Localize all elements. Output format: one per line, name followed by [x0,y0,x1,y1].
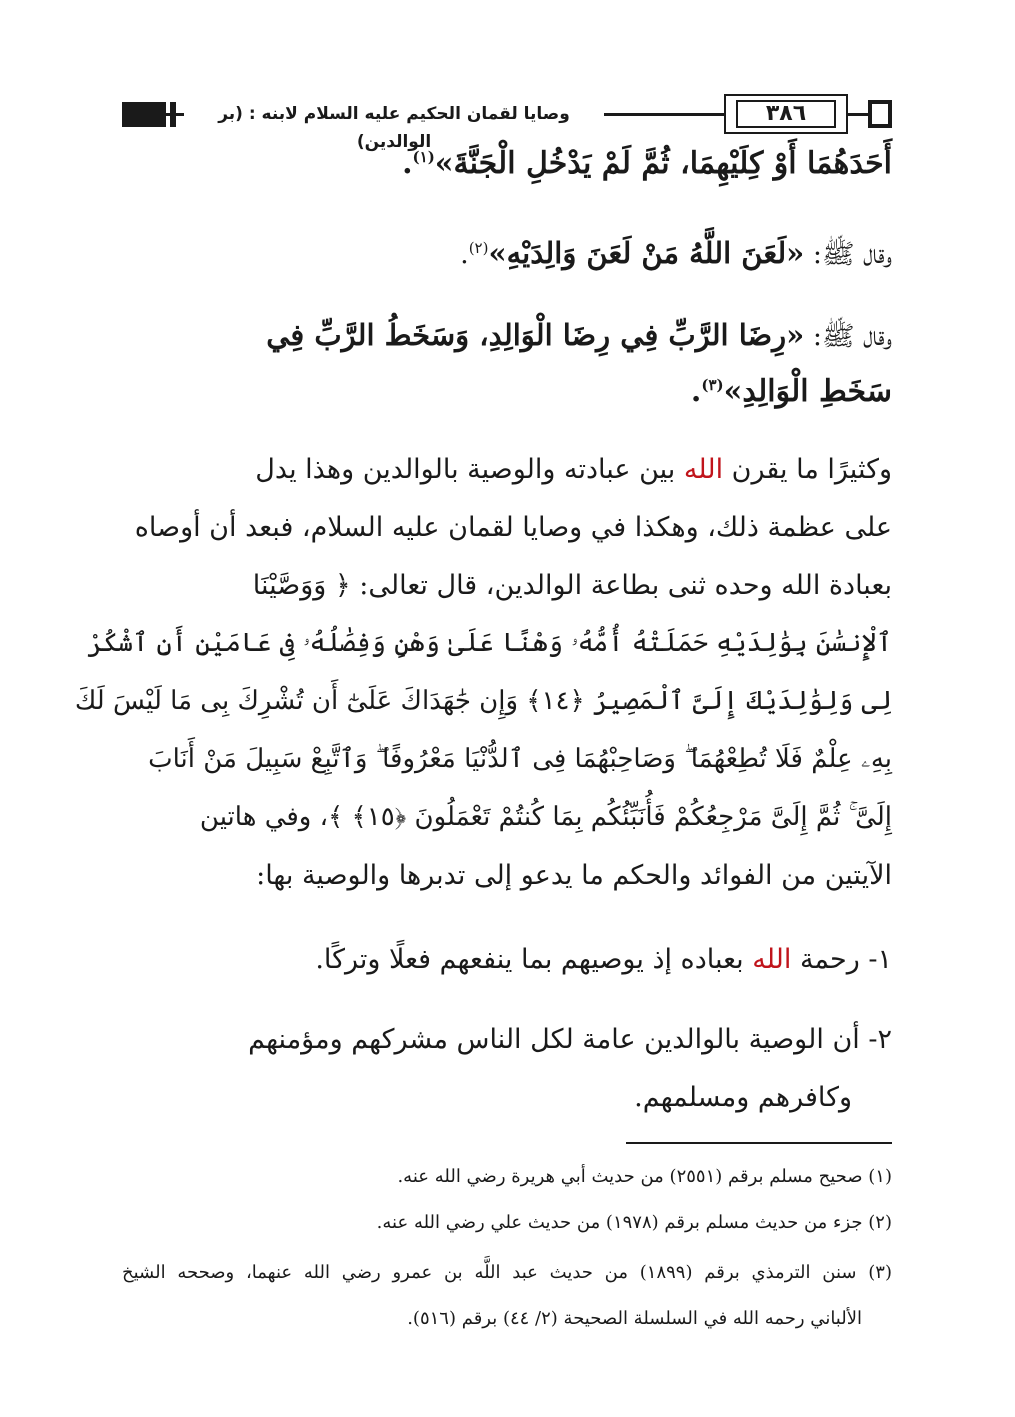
header-ornament-block [122,102,166,127]
list-item-1 [122,944,892,988]
page-header [122,92,892,152]
text-run: وكثيرًا ما يقرن [723,454,892,485]
quran-line-1: ٱلْإِنسَٰنَ بِوَٰلِدَيْهِ حَمَلَتْهُ أُمُّهُۥ وَهْنًا عَلَىٰ وَهْنٍ وَفِصَٰلُهُۥ فِى عَامَيْنِ أَنِ ٱشْكُرْ [87,628,892,658]
quran-line-4: إِلَىَّ ۚ ثُمَّ إِلَىَّ مَرْجِعُكُمْ فَأُنَبِّئُكُم بِمَا كُنتُمْ تَعْمَلُونَ ﴿١٥﴾ ﴾، وفي هاتين [199,802,892,832]
header-ornament-bar [170,102,176,127]
footnote-ref: (٣) [701,376,724,394]
list-item-2-line-2 [122,1082,892,1126]
narration-prefix: وقال ﷺ: [804,321,892,352]
footnote-2: (٢) جزء من حديث مسلم برقم (١٩٧٨) من حديث علي رضي الله عنه. [376,1212,892,1233]
footnote-separator [626,1142,892,1144]
hadith-line-1: أَحَدَهُمَا أَوْ كِلَيْهِمَا، ثُمَّ لَمْ يَدْخُلِ الْجَنَّةَ»$^{(١)}$. [402,146,892,181]
hadith-line-3 [122,318,892,368]
paragraph-line-4: الآيتين من الفوائد والحكم ما يدعو إلى تدبرها والوصية بها: [256,860,892,891]
footnote-3: (٣) سنن الترمذي برقم (١٨٩٩) من حديث عبد اللَّه بن عمرو رضي الله عنهما، وصححه الشيخ [122,1262,892,1283]
quran-line-3: بِهِۦ عِلْمٌ فَلَا تُطِعْهُمَا ۖ وَصَاحِبْهُمَا فِى ٱلدُّنْيَا مَعْرُوفًا ۖ وَٱتَّبِعْ سَبِيلَ مَنْ أَنَابَ [148,744,892,774]
page-number: ٣٨٦ [736,100,836,128]
hadith-line-2: وقال ﷺ: «لَعَنَ اللَّهُ مَنْ لَعَنَ وَالِدَيْهِ»$^{(٢)}$. [460,236,892,270]
text-run: بعباده إذ يوصيهم بما ينفعهم فعلًا وتركًا. [315,944,753,975]
hadith-line-4: سَخَطِ الْوَالِدِ»$^{(٣)}$. [690,374,892,409]
divine-name: الله [752,944,792,975]
footnote-ref: (٢) [468,239,489,257]
list-item-2-line-1: ٢- أن الوصية بالوالدين عامة لكل الناس مشركهم ومؤمنهم [248,1024,892,1055]
paragraph-line-1 [122,454,892,498]
hadith-text: أَحَدَهُمَا أَوْ كِلَيْهِمَا، ثُمَّ لَمْ يَدْخُلِ الْجَنَّةَ» [434,146,892,181]
footnote-3-continued: الألباني رحمه الله في السلسلة الصحيحة (٢/ ٤٤) برقم (٥١٦). [407,1308,862,1329]
divine-name: الله [683,454,724,485]
quran-line-2: لِى وَلِوَٰلِدَيْكَ إِلَىَّ ٱلْمَصِيرُ ﴿١٤﴾ وَإِن جَٰهَدَاكَ عَلَىٰٓ أَن تُشْرِكَ بِى مَا لَيْسَ لَكَ [74,686,892,716]
running-title: وصايا لقمان الحكيم عليه السلام لابنه : (بر الوالدين) [184,100,604,128]
paragraph-line-2: على عظمة ذلك، وهكذا في وصايا لقمان عليه السلام، فبعد أن أوصاه [134,512,892,543]
footnote-ref: (١) [412,148,435,166]
text-run: بين عبادته والوصية بالوالدين وهذا يدل [255,454,684,485]
text-run: وكافرهم ومسلمهم. [634,1082,852,1113]
hadith-text: سَخَطِ الْوَالِدِ» [723,374,892,409]
narration-prefix: وقال ﷺ: [804,239,892,270]
header-ornament-square [868,100,892,128]
hadith-text: «لَعَنَ اللَّهُ مَنْ لَعَنَ وَالِدَيْهِ» [488,236,805,270]
hadith-text: «رِضَا الرَّبِّ فِي رِضَا الْوَالِدِ، وَسَخَطُ الرَّبِّ فِي [266,318,805,352]
footnote-1: (١) صحيح مسلم برقم (٢٥٥١) من حديث أبي هريرة رضي الله عنه. [397,1166,892,1187]
paragraph-line-3: بعبادة الله وحده ثنى بطاعة الوالدين، قال تعالى: ﴿ وَوَصَّيْنَا [252,570,892,601]
text-run: ١- رحمة [791,944,892,975]
